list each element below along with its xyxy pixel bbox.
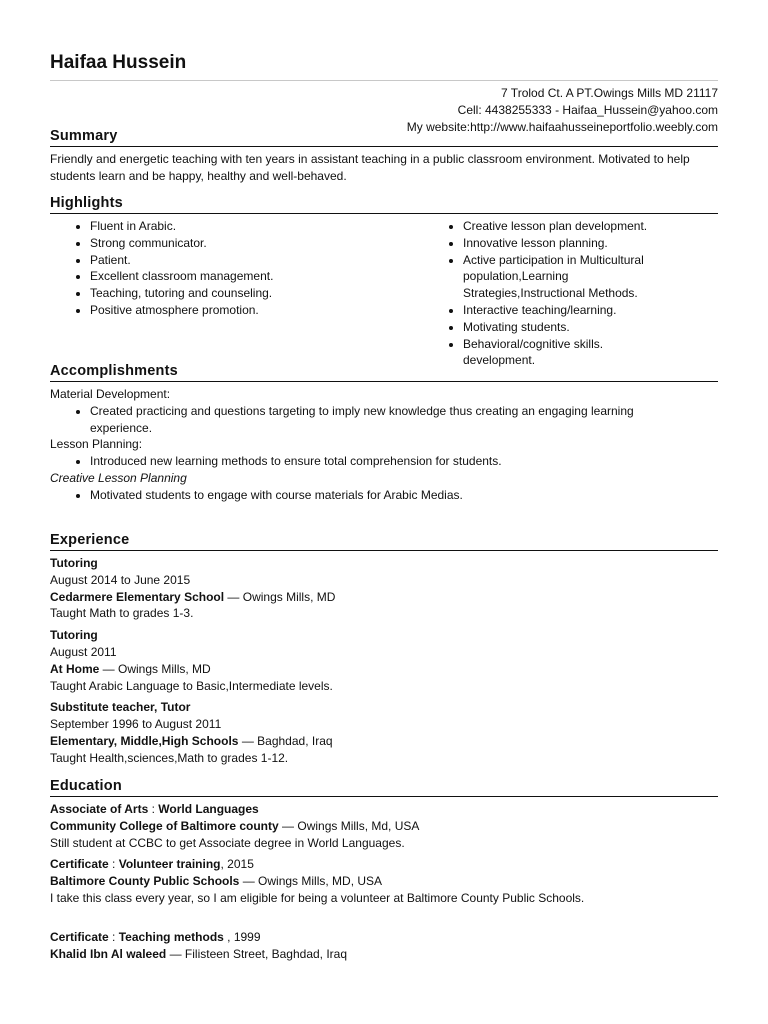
job-role: Tutoring [50,628,98,643]
highlights-section [50,194,718,369]
accomplishments-section [50,362,718,504]
education-entry [50,801,718,851]
list-item: • Fluent in Arabic. [90,218,425,235]
header-divider [50,80,718,81]
accomplishment-list [50,403,718,437]
section-title: Experience [50,532,130,548]
section-title: Highlights [50,195,123,211]
job-dates: August 2014 to June 2015 [50,572,191,587]
list-item: • Interactive teaching/learning. [463,302,678,319]
list-item: • Active participation in Multicultural population,Learning Strategies,Instructional Methods. [463,252,678,302]
year: , 1999 [223,929,261,944]
dash-separator: — [239,874,259,889]
job-entry [50,555,718,622]
job-role: Substitute teacher, Tutor [50,700,191,715]
accomplishment-heading: Material Development: [50,387,171,401]
highlights-left-list [50,218,425,369]
accomplishment-heading: Creative Lesson Planning [50,470,187,485]
summary-text: Friendly and energetic teaching with ten years in assistant teaching in a public classroom environment. Motivated to help students learn and be happy, healthy and well-behaved. [50,152,690,183]
list-item: • Motivating students. [463,319,678,336]
colon-separator: : [108,929,119,944]
list-item: • Positive atmosphere promotion. [90,302,425,319]
section-divider [50,381,718,382]
summary-section [50,127,718,185]
education-description: I take this class every year, so I am eligible for being a volunteer at Baltimore County Public Schools. [50,890,585,905]
job-employer: Cedarmere Elementary School [50,589,225,604]
school-location: Owings Mills, MD, USA [258,874,383,889]
address-line: 7 Trolod Ct. A PT.Owings Mills MD 21117 [501,86,718,100]
job-location: Owings Mills, MD [118,661,211,676]
list-item: • Creative lesson plan development. [463,218,678,235]
year: , 2015 [220,857,254,872]
job-description: Taught Arabic Language to Basic,Intermediate levels. [50,678,333,693]
cell-email-line: Cell: 4438255333 - Haifaa_Hussein@yahoo.com [457,103,718,117]
job-employer: At Home [50,661,100,676]
list-item: • Motivated students to engage with course materials for Arabic Medias. [90,487,718,504]
job-dates: September 1996 to August 2011 [50,717,222,732]
job-location: Owings Mills, MD [242,589,336,604]
dash-separator: — [238,733,258,748]
list-item: • Patient. [90,252,425,269]
candidate-name: Haifaa Hussein [50,52,187,73]
accomplishment-heading: Lesson Planning: [50,437,143,452]
section-title: Education [50,778,122,794]
field: Teaching methods [118,929,224,944]
job-employer: Elementary, Middle,High Schools [50,733,239,748]
list-item: • Behavioral/cognitive skills. development. [463,336,678,370]
degree: Certificate [50,857,109,872]
job-role: Tutoring [50,556,98,570]
list-item: • Teaching, tutoring and counseling. [90,285,425,302]
job-location: Baghdad, Iraq [257,733,333,748]
section-divider [50,550,718,551]
school-location: Filisteen Street, Baghdad, Iraq [184,946,348,961]
dash-separator: — [278,818,298,833]
dash-separator: — [166,946,185,961]
section-title: Accomplishments [50,363,178,379]
job-entry [50,627,718,694]
school: Baltimore County Public Schools [50,874,240,889]
list-item: • Excellent classroom management. [90,268,425,285]
accomplishment-list [50,487,718,504]
education-entry [50,929,718,963]
section-title: Summary [50,128,118,144]
job-dates: August 2011 [50,644,117,659]
school: Khalid Ibn Al waleed [50,946,167,961]
job-description: Taught Health,sciences,Math to grades 1-12. [50,750,289,765]
website-line: My website:http://www.haifaahusseineportfolio.weebly.com [406,120,718,134]
dash-separator: — [99,661,119,676]
list-item: • Created practicing and questions targeting to imply new knowledge thus creating an engaging learning experience. [90,403,678,437]
list-item: • Introduced new learning methods to ensure total comprehension for students. [90,453,718,470]
highlights-right-list [425,218,718,369]
section-divider [50,213,718,214]
field: World Languages [158,802,259,816]
list-item: • Innovative lesson planning. [463,235,678,252]
colon-separator: : [148,802,159,816]
list-item: • Strong communicator. [90,235,425,252]
section-divider [50,796,718,797]
school: Community College of Baltimore county [50,818,279,833]
education-section [50,777,718,962]
job-description: Taught Math to grades 1-3. [50,606,194,621]
experience-section [50,531,718,767]
field: Volunteer training [118,857,221,872]
dash-separator: — [224,589,243,604]
job-entry [50,699,718,766]
education-entry [50,856,718,906]
degree: Associate of Arts [50,802,149,816]
school-location: Owings Mills, Md, USA [297,818,420,833]
degree: Certificate [50,929,109,944]
colon-separator: : [108,857,119,872]
accomplishment-list [50,453,718,470]
section-divider [50,146,718,147]
education-description: Still student at CCBC to get Associate degree in World Languages. [50,835,405,850]
